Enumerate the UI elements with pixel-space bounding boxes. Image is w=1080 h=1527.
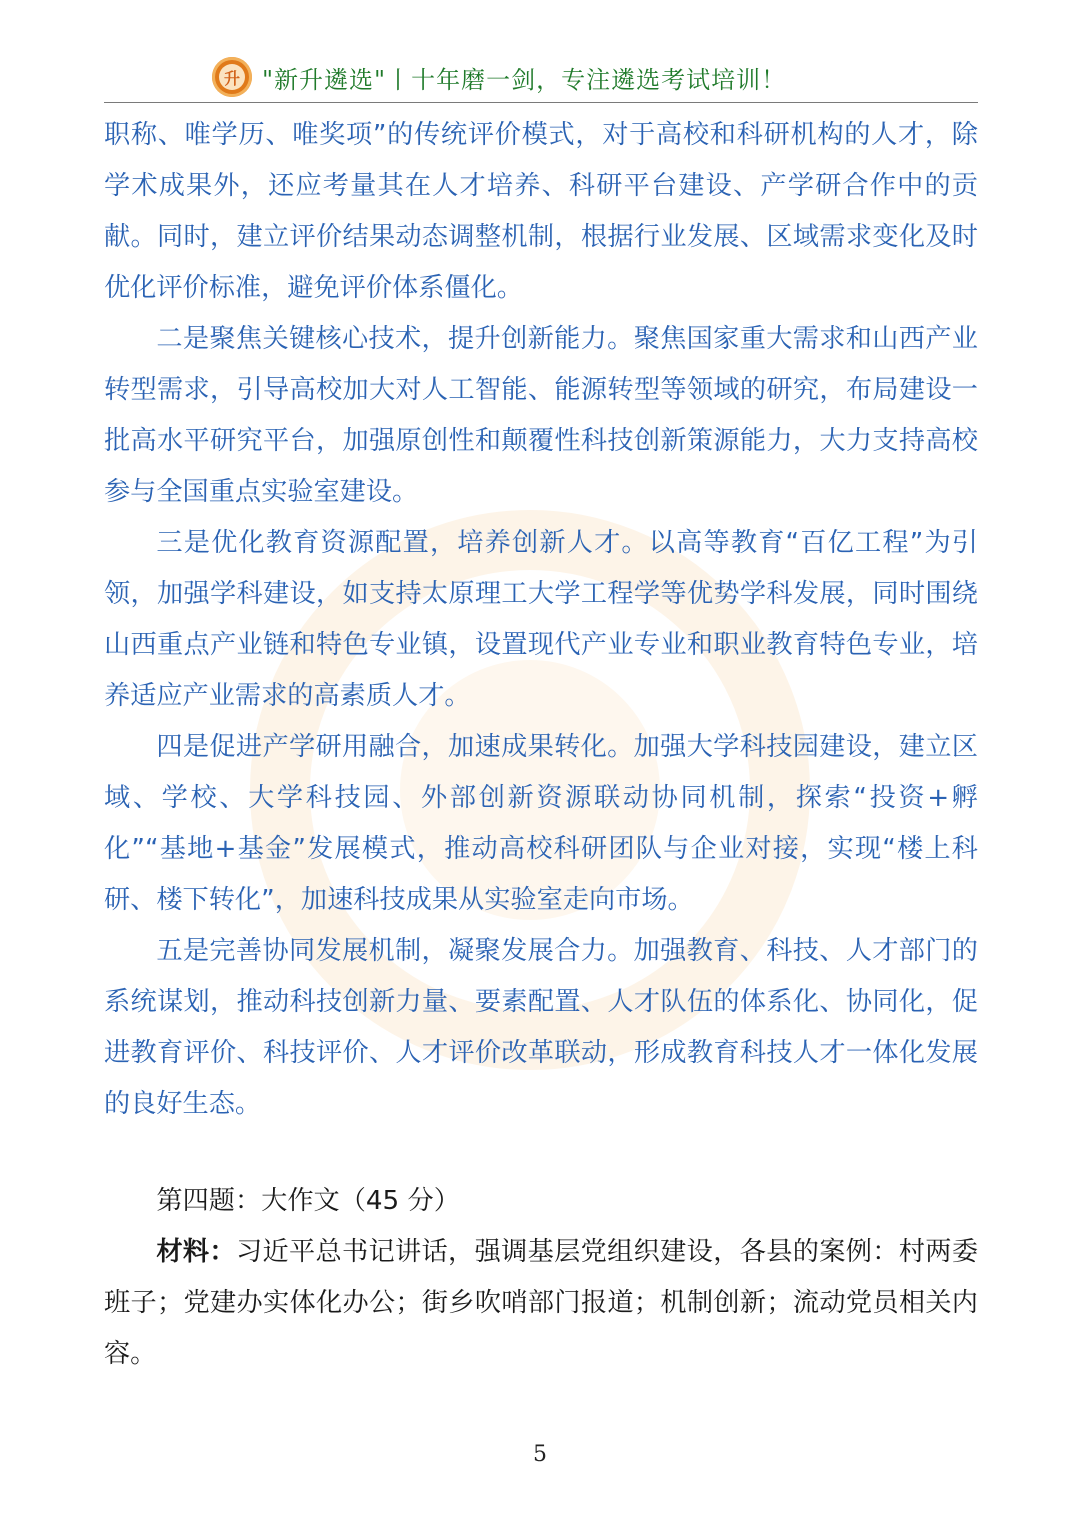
page-number: 5 xyxy=(533,1442,547,1467)
essay-section xyxy=(104,1176,978,1380)
essay-heading: 第四题：大作文（45 分） xyxy=(156,1186,460,1216)
material-text: 习近平总书记讲话，强调基层党组织建设，各县的案例：村两委班子；党建办实体化办公；街乡吹哨部门报道；机制创新；流动党员相关内容。 xyxy=(104,1237,979,1369)
header-slogan: "新升遴选"丨十年磨一剑，专注遴选考试培训！ xyxy=(262,66,787,94)
logo-icon xyxy=(212,57,252,97)
logo-mark: 升 xyxy=(219,64,245,90)
paragraph-point-two: 二是聚焦关键核心技术，提升创新能力。聚焦国家重大需求和山西产业转型需求，引导高校加大对人工智能、能源转型等领域的研究，布局建设一批高水平研究平台，加强原创性和颠覆性科技创新策源能力，大力支持高校参与全国重点实验室建设。 xyxy=(104,324,978,507)
paragraph-point-three: 三是优化教育资源配置，培养创新人才。以高等教育“百亿工程”为引领，加强学科建设，如支持太原理工大学工程学等优势学科发展，同时围绕山西重点产业链和特色专业镇，设置现代产业专业和职业教育特色专业，培养适应产业需求的高素质人才。 xyxy=(104,528,978,711)
paragraph-point-four: 四是促进产学研用融合，加速成果转化。加强大学科技园建设，建立区域、学校、大学科技园、外部创新资源联动协同机制，探索“投资+孵化”“基地+基金”发展模式，推动高校科研团队与企业对接，实现“楼上科研、楼下转化”，加速科技成果从实验室走向市场。 xyxy=(104,732,978,915)
paragraph-continued: 职称、唯学历、唯奖项”的传统评价模式，对于高校和科研机构的人才，除学术成果外，还应考量其在人才培养、科研平台建设、产学研合作中的贡献。同时，建立评价结果动态调整机制，根据行业发展、区域需求变化及时优化评价标准，避免评价体系僵化。 xyxy=(104,120,978,303)
page-header xyxy=(104,54,978,104)
header-divider xyxy=(104,102,978,103)
paragraph-point-five: 五是完善协同发展机制，凝聚发展合力。加强教育、科技、人才部门的系统谋划，推动科技创新力量、要素配置、人才队伍的体系化、协同化，促进教育评价、科技评价、人才评价改革联动，形成教育科技人才一体化发展的良好生态。 xyxy=(104,936,978,1119)
essay-material xyxy=(104,1227,978,1380)
material-label: 材料： xyxy=(156,1237,236,1267)
answer-body xyxy=(104,110,978,1130)
